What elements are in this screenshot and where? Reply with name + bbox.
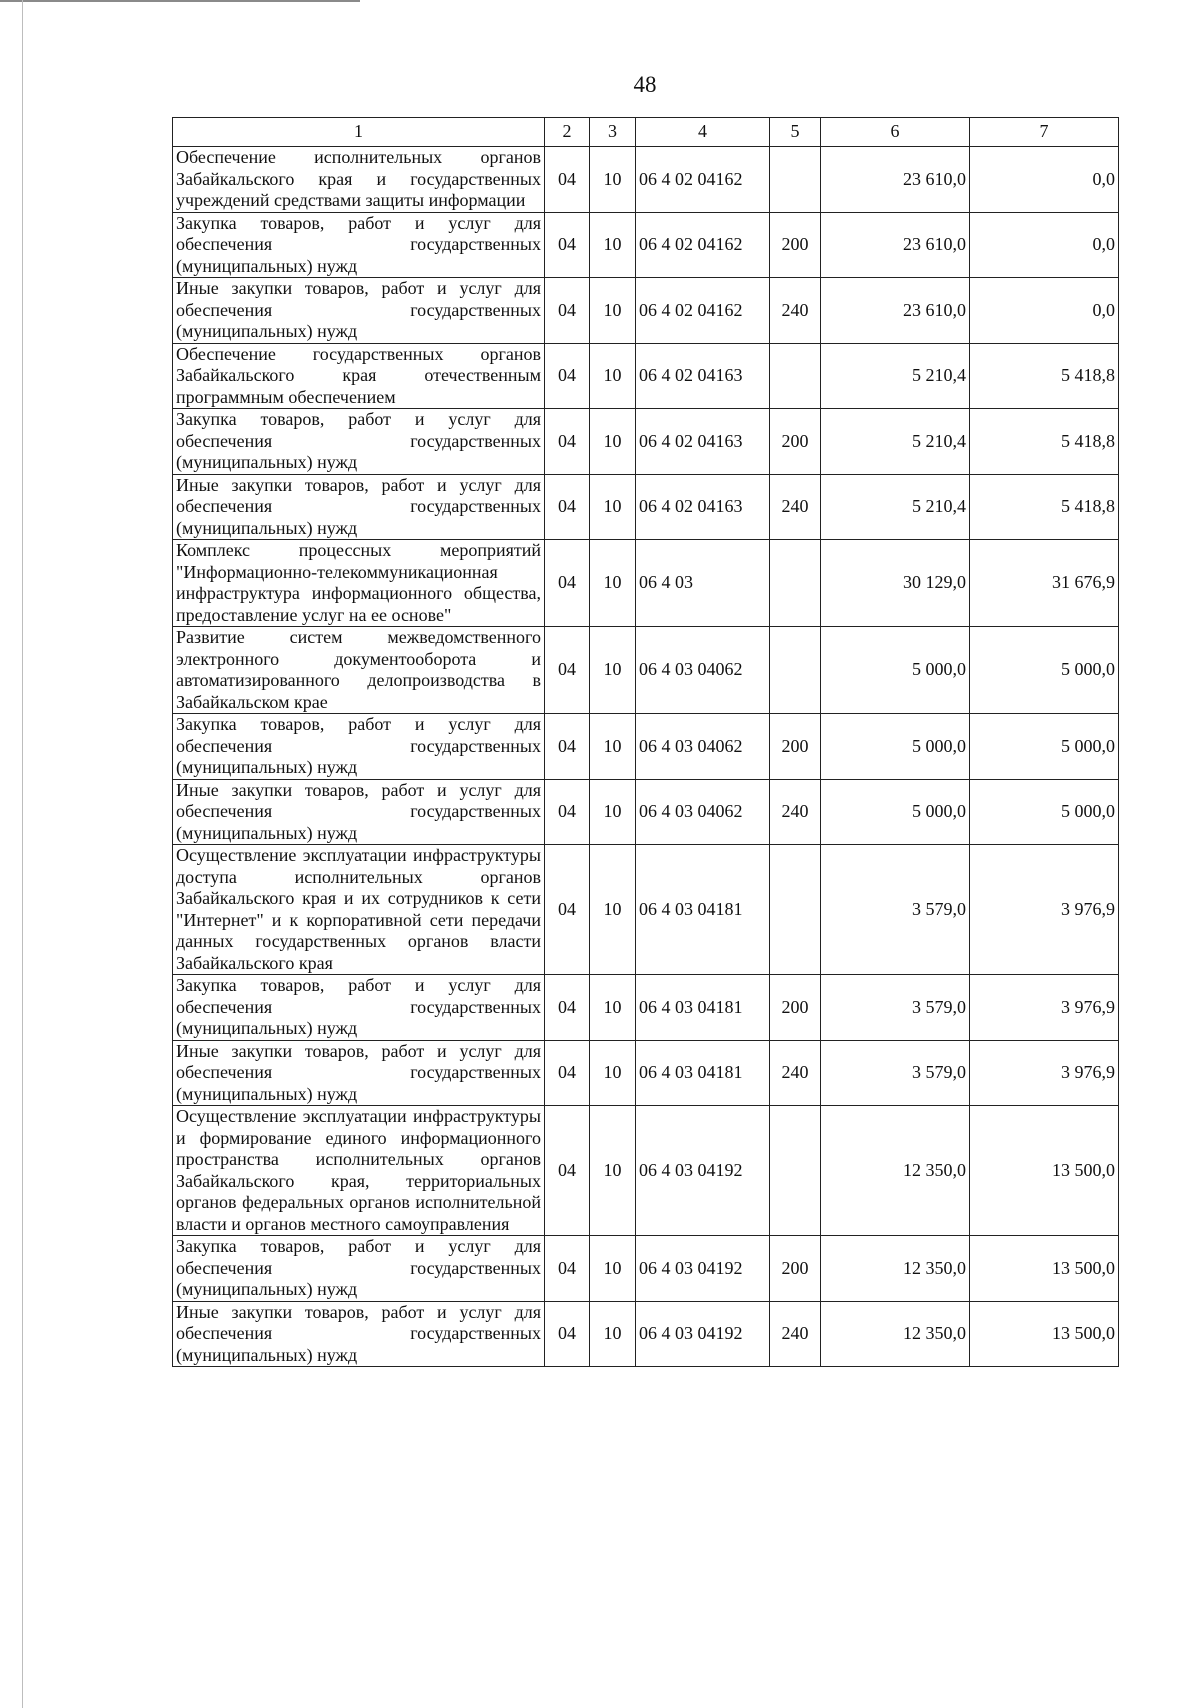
row-name: Осуществление эксплуатации инфраструктуры доступа исполнительных органов Забайкальского края и их сотрудников к сети "Интернет" и к корпоративной сети передачи данных государственных органов власти Забайкальского края (173, 845, 545, 975)
column-header-2: 2 (545, 118, 590, 147)
row-name: Иные закупки товаров, работ и услуг для обеспечения государственных (муниципальных) нужд (173, 278, 545, 344)
row-amount-year-1: 23 610,0 (821, 147, 970, 213)
row-expense-type (770, 343, 821, 409)
row-name: Обеспечение исполнительных органов Забайкальского края и государственных учреждений средствами защиты информации (173, 147, 545, 213)
row-subsection-code: 10 (590, 1301, 636, 1367)
row-expense-type: 200 (770, 212, 821, 278)
row-name: Развитие систем межведомственного электронного документооборота и автоматизированного делопроизводства в Забайкальском крае (173, 627, 545, 714)
budget-table (172, 117, 1119, 1367)
row-amount-year-2: 0,0 (970, 212, 1119, 278)
row-amount-year-2: 5 000,0 (970, 627, 1119, 714)
row-amount-year-2: 0,0 (970, 147, 1119, 213)
row-name: Иные закупки товаров, работ и услуг для обеспечения государственных (муниципальных) нужд (173, 1301, 545, 1367)
row-expense-type: 200 (770, 714, 821, 780)
row-section-code: 04 (545, 540, 590, 627)
row-name: Закупка товаров, работ и услуг для обеспечения государственных (муниципальных) нужд (173, 1236, 545, 1302)
row-expense-type: 200 (770, 975, 821, 1041)
row-name: Иные закупки товаров, работ и услуг для обеспечения государственных (муниципальных) нужд (173, 474, 545, 540)
row-expense-type (770, 540, 821, 627)
row-target-article: 06 4 03 04062 (636, 779, 770, 845)
row-amount-year-1: 5 210,4 (821, 409, 970, 475)
row-amount-year-2: 5 418,8 (970, 474, 1119, 540)
header-row (173, 118, 1119, 147)
row-section-code: 04 (545, 212, 590, 278)
row-amount-year-1: 3 579,0 (821, 1040, 970, 1106)
row-target-article: 06 4 03 04192 (636, 1106, 770, 1236)
row-name: Закупка товаров, работ и услуг для обеспечения государственных (муниципальных) нужд (173, 975, 545, 1041)
table-row (173, 1301, 1119, 1367)
row-subsection-code: 10 (590, 627, 636, 714)
row-target-article: 06 4 02 04163 (636, 409, 770, 475)
table-row (173, 343, 1119, 409)
row-name: Иные закупки товаров, работ и услуг для обеспечения государственных (муниципальных) нужд (173, 1040, 545, 1106)
row-section-code: 04 (545, 845, 590, 975)
row-target-article: 06 4 03 04192 (636, 1301, 770, 1367)
row-section-code: 04 (545, 474, 590, 540)
row-subsection-code: 10 (590, 147, 636, 213)
table-row (173, 1106, 1119, 1236)
row-subsection-code: 10 (590, 1236, 636, 1302)
row-target-article: 06 4 02 04163 (636, 343, 770, 409)
row-amount-year-2: 5 000,0 (970, 714, 1119, 780)
row-section-code: 04 (545, 1301, 590, 1367)
table-row (173, 278, 1119, 344)
row-amount-year-1: 3 579,0 (821, 845, 970, 975)
row-subsection-code: 10 (590, 409, 636, 475)
row-subsection-code: 10 (590, 212, 636, 278)
row-expense-type: 200 (770, 1236, 821, 1302)
row-subsection-code: 10 (590, 278, 636, 344)
row-section-code: 04 (545, 975, 590, 1041)
table-row (173, 1236, 1119, 1302)
row-amount-year-1: 5 000,0 (821, 627, 970, 714)
column-header-6: 6 (821, 118, 970, 147)
row-amount-year-1: 5 210,4 (821, 474, 970, 540)
row-expense-type (770, 1106, 821, 1236)
row-amount-year-1: 5 000,0 (821, 779, 970, 845)
column-header-7: 7 (970, 118, 1119, 147)
row-amount-year-2: 13 500,0 (970, 1236, 1119, 1302)
table-row (173, 540, 1119, 627)
row-subsection-code: 10 (590, 540, 636, 627)
row-amount-year-2: 13 500,0 (970, 1106, 1119, 1236)
table-row (173, 1040, 1119, 1106)
row-subsection-code: 10 (590, 779, 636, 845)
table-row (173, 845, 1119, 975)
row-section-code: 04 (545, 343, 590, 409)
table-row (173, 409, 1119, 475)
row-section-code: 04 (545, 714, 590, 780)
row-amount-year-1: 5 000,0 (821, 714, 970, 780)
row-target-article: 06 4 02 04162 (636, 147, 770, 213)
row-target-article: 06 4 02 04163 (636, 474, 770, 540)
row-amount-year-1: 12 350,0 (821, 1301, 970, 1367)
table-row (173, 147, 1119, 213)
row-name: Иные закупки товаров, работ и услуг для обеспечения государственных (муниципальных) нужд (173, 779, 545, 845)
row-target-article: 06 4 02 04162 (636, 212, 770, 278)
row-subsection-code: 10 (590, 474, 636, 540)
row-amount-year-2: 13 500,0 (970, 1301, 1119, 1367)
row-section-code: 04 (545, 147, 590, 213)
row-subsection-code: 10 (590, 714, 636, 780)
row-amount-year-1: 30 129,0 (821, 540, 970, 627)
table-row (173, 627, 1119, 714)
scan-top-edge (0, 0, 360, 2)
row-amount-year-2: 5 418,8 (970, 409, 1119, 475)
table-row (173, 975, 1119, 1041)
row-section-code: 04 (545, 409, 590, 475)
row-amount-year-1: 23 610,0 (821, 212, 970, 278)
row-amount-year-1: 5 210,4 (821, 343, 970, 409)
row-expense-type (770, 845, 821, 975)
row-expense-type: 240 (770, 278, 821, 344)
row-subsection-code: 10 (590, 845, 636, 975)
column-header-4: 4 (636, 118, 770, 147)
row-section-code: 04 (545, 278, 590, 344)
row-expense-type: 240 (770, 779, 821, 845)
row-target-article: 06 4 03 04181 (636, 845, 770, 975)
page-number: 48 (633, 72, 657, 97)
row-section-code: 04 (545, 627, 590, 714)
row-section-code: 04 (545, 1236, 590, 1302)
row-target-article: 06 4 03 04181 (636, 975, 770, 1041)
row-expense-type: 240 (770, 474, 821, 540)
row-expense-type: 240 (770, 1040, 821, 1106)
table-row (173, 212, 1119, 278)
row-subsection-code: 10 (590, 1040, 636, 1106)
row-amount-year-2: 3 976,9 (970, 975, 1119, 1041)
row-target-article: 06 4 03 04192 (636, 1236, 770, 1302)
column-header-1: 1 (173, 118, 545, 147)
row-amount-year-1: 12 350,0 (821, 1106, 970, 1236)
row-amount-year-1: 12 350,0 (821, 1236, 970, 1302)
row-target-article: 06 4 03 04181 (636, 1040, 770, 1106)
row-amount-year-2: 3 976,9 (970, 845, 1119, 975)
row-amount-year-2: 5 418,8 (970, 343, 1119, 409)
row-name: Комплекс процессных мероприятий "Информационно-телекоммуникационная инфраструктура информационного общества, предоставление услуг на ее основе" (173, 540, 545, 627)
row-section-code: 04 (545, 1106, 590, 1236)
row-amount-year-2: 31 676,9 (970, 540, 1119, 627)
row-amount-year-1: 3 579,0 (821, 975, 970, 1041)
column-header-3: 3 (590, 118, 636, 147)
row-name: Закупка товаров, работ и услуг для обеспечения государственных (муниципальных) нужд (173, 409, 545, 475)
table-header (173, 118, 1119, 147)
column-header-5: 5 (770, 118, 821, 147)
row-name: Закупка товаров, работ и услуг для обеспечения государственных (муниципальных) нужд (173, 714, 545, 780)
row-amount-year-2: 0,0 (970, 278, 1119, 344)
row-subsection-code: 10 (590, 975, 636, 1041)
row-target-article: 06 4 02 04162 (636, 278, 770, 344)
row-section-code: 04 (545, 779, 590, 845)
scan-left-edge (22, 0, 23, 1708)
row-target-article: 06 4 03 (636, 540, 770, 627)
row-subsection-code: 10 (590, 343, 636, 409)
row-amount-year-1: 23 610,0 (821, 278, 970, 344)
row-expense-type: 200 (770, 409, 821, 475)
row-expense-type (770, 627, 821, 714)
row-amount-year-2: 5 000,0 (970, 779, 1119, 845)
table-row (173, 474, 1119, 540)
row-amount-year-2: 3 976,9 (970, 1040, 1119, 1106)
row-expense-type (770, 147, 821, 213)
row-name: Осуществление эксплуатации инфраструктуры и формирование единого информационного пространства исполнительных органов Забайкальского края, территориальных органов федеральных органов исполнительной власти и органов местного самоуправления (173, 1106, 545, 1236)
row-name: Закупка товаров, работ и услуг для обеспечения государственных (муниципальных) нужд (173, 212, 545, 278)
row-target-article: 06 4 03 04062 (636, 627, 770, 714)
row-section-code: 04 (545, 1040, 590, 1106)
row-name: Обеспечение государственных органов Забайкальского края отечественным программным обеспечением (173, 343, 545, 409)
row-target-article: 06 4 03 04062 (636, 714, 770, 780)
row-expense-type: 240 (770, 1301, 821, 1367)
row-subsection-code: 10 (590, 1106, 636, 1236)
table-body (173, 147, 1119, 1367)
table-row (173, 714, 1119, 780)
table-row (173, 779, 1119, 845)
